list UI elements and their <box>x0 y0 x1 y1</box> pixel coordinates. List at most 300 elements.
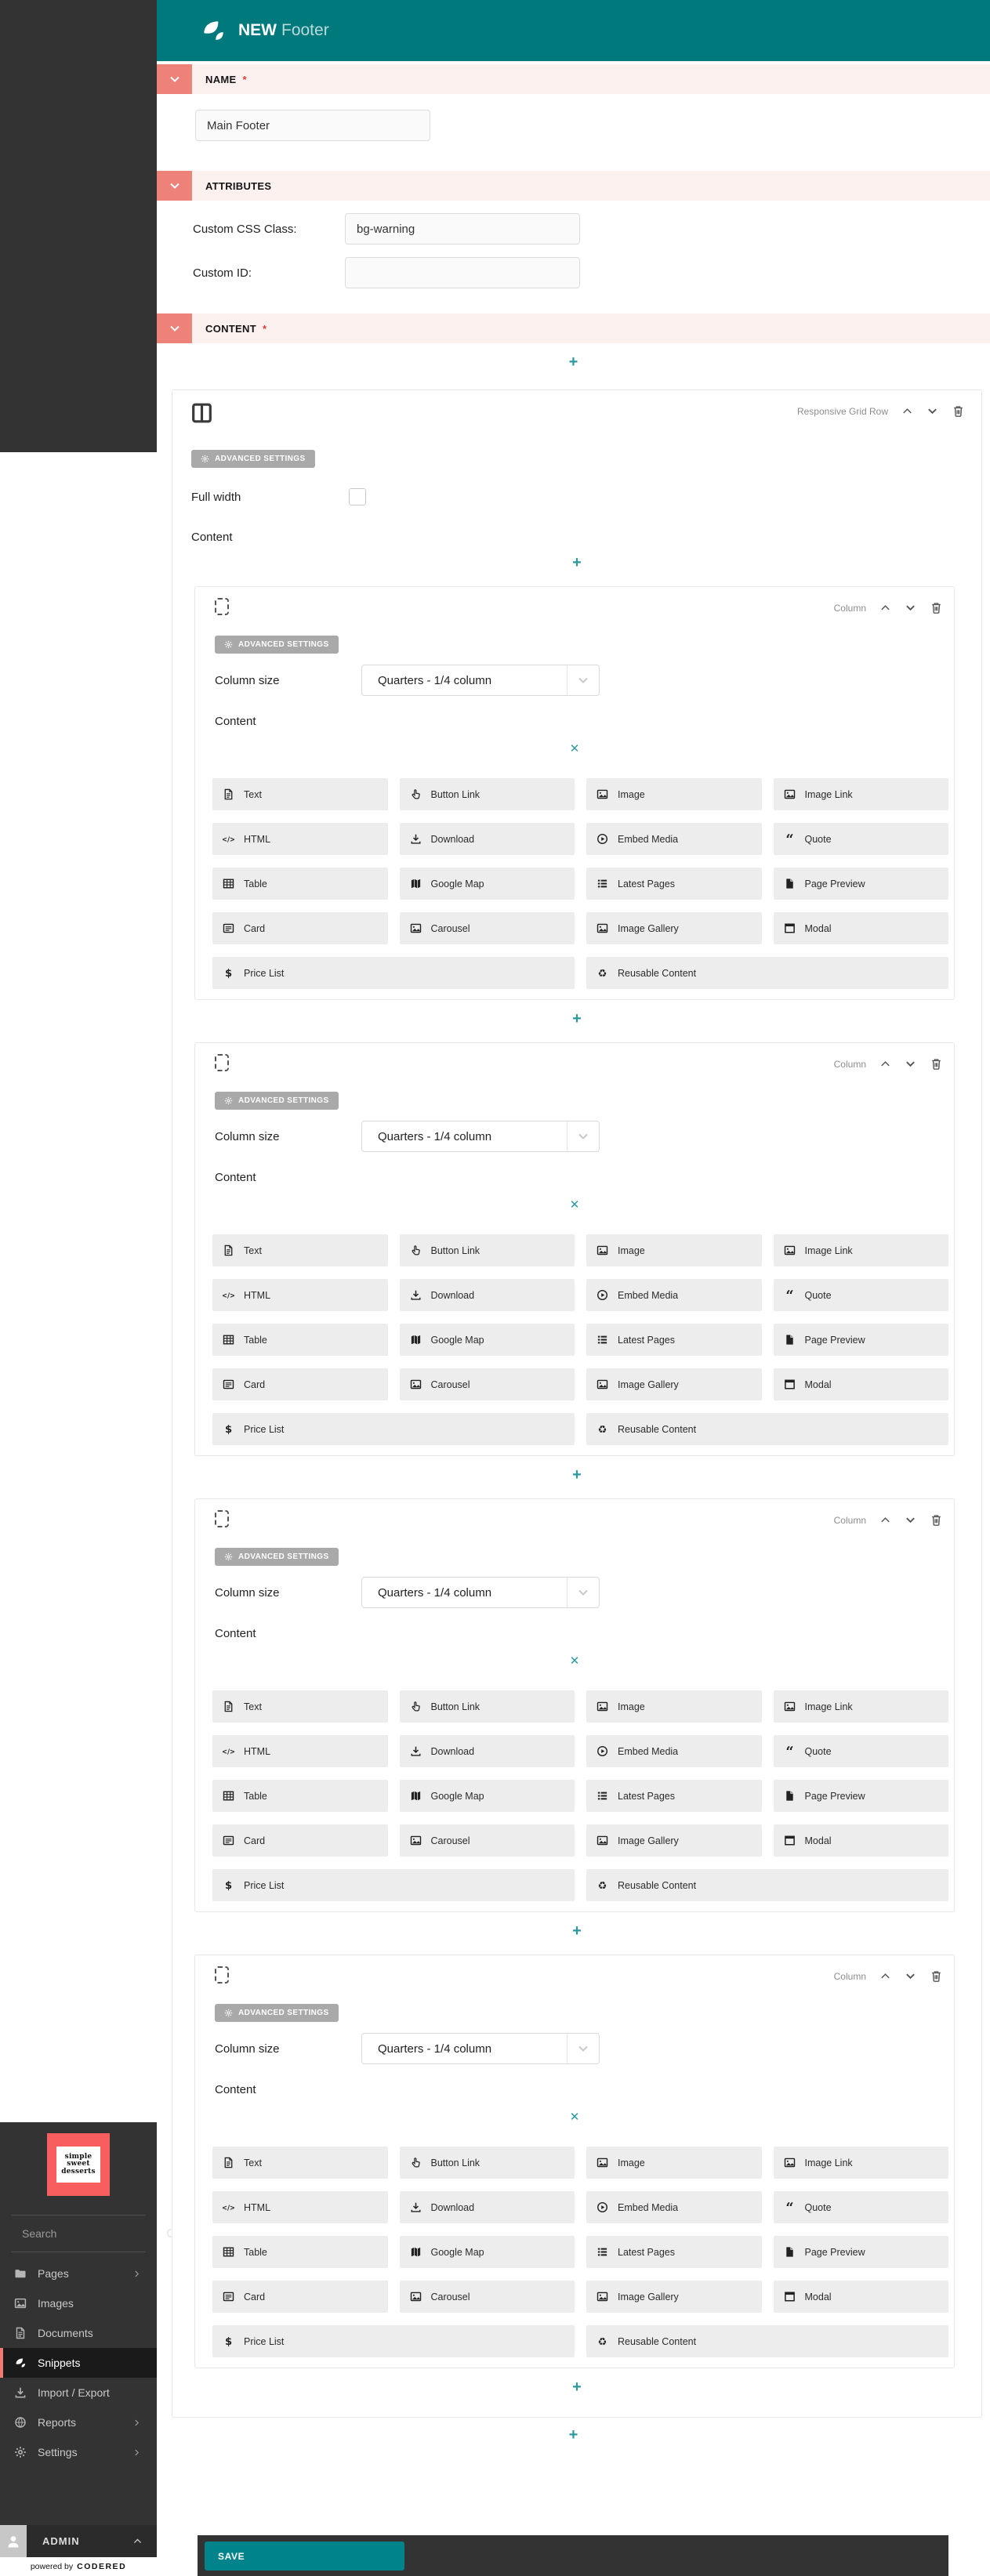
block-label: Latest Pages <box>618 1790 675 1802</box>
add-block-button[interactable]: + <box>568 353 578 371</box>
block-embed-media-button[interactable] <box>586 1279 762 1311</box>
block-label: Modal <box>804 2291 832 2302</box>
add-block-button[interactable]: + <box>572 2379 582 2396</box>
block-price-list-button[interactable] <box>212 957 575 989</box>
hand-pointer-icon <box>410 2157 422 2168</box>
map-icon <box>410 1334 422 1346</box>
block-label: Card <box>244 1835 266 1846</box>
block-label: Price List <box>244 1423 285 1435</box>
hand-pointer-icon <box>410 1701 422 1712</box>
image-icon <box>14 2297 27 2310</box>
dollar-icon <box>223 967 234 979</box>
advanced-settings-button[interactable]: ADVANCED SETTINGS <box>215 1092 339 1110</box>
block-picker-grid <box>212 1690 948 1901</box>
block-header <box>195 587 954 615</box>
table-icon <box>223 1334 234 1346</box>
block-text-button[interactable] <box>212 1234 388 1266</box>
column-icon <box>215 1510 229 1527</box>
block-header <box>195 1955 954 1984</box>
column-size-select[interactable] <box>361 1121 600 1152</box>
block-modal-button[interactable] <box>774 1824 949 1857</box>
block-label: Google Map <box>430 1790 484 1802</box>
block-quote-button[interactable] <box>774 2191 949 2223</box>
file-icon <box>784 2246 796 2258</box>
section-content-label: CONTENT <box>205 322 256 335</box>
block-modal-button[interactable] <box>774 1368 949 1400</box>
block-html-button[interactable] <box>212 1279 388 1311</box>
block-image-gallery-button[interactable] <box>586 1824 762 1857</box>
collapse-attributes-button[interactable] <box>157 171 192 201</box>
image-icon <box>597 2157 608 2168</box>
block-label: Image Gallery <box>618 2291 679 2302</box>
image-icon <box>410 1835 422 1846</box>
image-icon <box>410 2291 422 2302</box>
block-google-map-button[interactable] <box>400 1780 575 1812</box>
column-size-select[interactable] <box>361 2033 600 2064</box>
sidebar-item-reports[interactable] <box>0 2408 157 2437</box>
block-label: Table <box>244 878 267 889</box>
advanced-settings-button[interactable]: ADVANCED SETTINGS <box>191 450 315 468</box>
full-width-checkbox[interactable] <box>349 488 366 505</box>
block-google-map-button[interactable] <box>400 1324 575 1356</box>
block-reusable-content-button[interactable] <box>586 1413 948 1445</box>
collapse-content-button[interactable] <box>157 313 192 343</box>
map-icon <box>410 878 422 889</box>
chevron-right-icon <box>132 2418 141 2427</box>
block-label: Card <box>244 1379 266 1390</box>
save-bar <box>198 2535 948 2576</box>
content-stream-label: Content <box>191 531 233 544</box>
avatar <box>0 2525 27 2557</box>
block-label: Button Link <box>430 1701 480 1712</box>
window-icon <box>784 2291 796 2302</box>
block-embed-media-button[interactable] <box>586 823 762 855</box>
block-label: Quote <box>804 1289 832 1301</box>
block-label: Carousel <box>430 2291 470 2302</box>
block-label: Button Link <box>430 1245 480 1256</box>
block-button-link-button[interactable] <box>400 2147 575 2179</box>
block-latest-pages-button[interactable] <box>586 868 762 900</box>
block-label: Modal <box>804 922 832 934</box>
block-quote-button[interactable] <box>774 1735 949 1767</box>
play-circle-icon <box>597 1289 608 1301</box>
download-icon <box>410 1745 422 1757</box>
column-size-row <box>215 2033 954 2064</box>
close-picker-button[interactable]: ✕ <box>569 742 580 755</box>
add-block-button[interactable]: + <box>568 2426 578 2444</box>
column-size-select[interactable] <box>361 665 600 696</box>
window-icon <box>784 922 796 934</box>
block-label: Image Link <box>804 1701 853 1712</box>
image-icon <box>597 1835 608 1846</box>
column-size-value: Quarters - 1/4 column <box>378 1585 492 1600</box>
image-icon <box>784 788 796 800</box>
block-label: Page Preview <box>804 2246 865 2258</box>
sidebar-item-import-export[interactable] <box>0 2378 157 2408</box>
section-attributes-label: ATTRIBUTES <box>205 179 272 192</box>
nav-label: Snippets <box>38 2357 81 2369</box>
block-image-link-button[interactable] <box>774 1234 949 1266</box>
delete-block-button[interactable] <box>930 1969 943 1983</box>
block-label: Quote <box>804 1745 832 1757</box>
column-size-row <box>215 1577 954 1608</box>
sidebar-item-documents[interactable] <box>0 2318 157 2348</box>
block-type-label: Column <box>833 1514 866 1526</box>
dollar-icon <box>223 2335 234 2347</box>
block-picker-grid <box>212 2147 948 2357</box>
column-size-row <box>215 665 954 696</box>
chevron-down-icon <box>567 2034 599 2063</box>
block-button-link-button[interactable] <box>400 1690 575 1723</box>
block-image-gallery-button[interactable] <box>586 912 762 944</box>
sidebar-item-settings[interactable] <box>0 2437 157 2467</box>
block-page-preview-button[interactable] <box>774 1324 949 1356</box>
nav-label: Settings <box>38 2446 78 2458</box>
column-icon <box>215 1054 229 1071</box>
block-quote-button[interactable] <box>774 1279 949 1311</box>
block-download-button[interactable] <box>400 2191 575 2223</box>
block-label: Card <box>244 922 266 934</box>
move-up-button[interactable] <box>879 602 891 614</box>
image-icon <box>597 2291 608 2302</box>
block-text-button[interactable] <box>212 778 388 810</box>
site-logo[interactable] <box>47 2133 110 2196</box>
block-picker-grid <box>212 778 948 989</box>
column-block <box>194 586 955 1000</box>
file-text-icon <box>223 788 234 800</box>
block-card-button[interactable] <box>212 2281 388 2313</box>
code-icon <box>223 2201 234 2213</box>
block-image-link-button[interactable] <box>774 1690 949 1723</box>
block-table-button[interactable] <box>212 868 388 900</box>
block-label: Quote <box>804 2201 832 2213</box>
sidebar-item-images[interactable] <box>0 2288 157 2318</box>
download-icon <box>410 833 422 845</box>
file-text-icon <box>14 2327 27 2339</box>
delete-block-button[interactable] <box>930 601 943 614</box>
block-label: Price List <box>244 2335 285 2347</box>
block-page-preview-button[interactable] <box>774 868 949 900</box>
block-image-link-button[interactable] <box>774 778 949 810</box>
block-label: Reusable Content <box>618 967 697 979</box>
block-latest-pages-button[interactable] <box>586 2236 762 2268</box>
chevron-right-icon <box>132 2270 141 2278</box>
window-icon <box>784 1379 796 1390</box>
column-size-select[interactable] <box>361 1577 600 1608</box>
block-carousel-button[interactable] <box>400 912 575 944</box>
nav-label: Pages <box>38 2267 69 2280</box>
move-up-button[interactable] <box>879 1058 891 1070</box>
page-title: NEW Footer <box>238 21 329 39</box>
block-header <box>195 1499 954 1527</box>
sidebar-item-pages[interactable] <box>0 2259 157 2288</box>
snippet-leaf-icon <box>200 17 227 44</box>
play-circle-icon <box>597 833 608 845</box>
map-icon <box>410 1790 422 1802</box>
table-icon <box>223 1790 234 1802</box>
window-icon <box>784 1835 796 1846</box>
chevron-right-icon <box>132 2448 141 2457</box>
column-block <box>194 1498 955 1912</box>
block-text-button[interactable] <box>212 2147 388 2179</box>
block-type-label: Responsive Grid Row <box>796 405 888 417</box>
block-label: Embed Media <box>618 1745 679 1757</box>
block-label: Image Gallery <box>618 922 679 934</box>
block-label: Table <box>244 2246 267 2258</box>
block-label: Carousel <box>430 1379 470 1390</box>
block-label: Embed Media <box>618 833 679 845</box>
block-image-link-button[interactable] <box>774 2147 949 2179</box>
section-name-label: NAME <box>205 73 237 85</box>
block-label: Modal <box>804 1379 832 1390</box>
close-picker-button[interactable]: ✕ <box>569 2110 580 2124</box>
block-image-gallery-button[interactable] <box>586 1368 762 1400</box>
sidebar <box>0 2122 157 2576</box>
file-text-icon <box>223 1701 234 1712</box>
content-stream-label: Content <box>215 1171 256 1184</box>
card-icon <box>223 922 234 934</box>
add-block-button[interactable]: + <box>572 1922 582 1940</box>
block-quote-button[interactable] <box>774 823 949 855</box>
column-size-label: Column size <box>215 1129 280 1143</box>
image-icon <box>784 1701 796 1712</box>
block-download-button[interactable] <box>400 1279 575 1311</box>
block-label: Reusable Content <box>618 1879 697 1891</box>
add-block-button[interactable]: + <box>572 1466 582 1484</box>
block-latest-pages-button[interactable] <box>586 1324 762 1356</box>
move-up-button[interactable] <box>879 1970 891 1982</box>
block-page-preview-button[interactable] <box>774 2236 949 2268</box>
dollar-icon <box>223 1879 234 1891</box>
block-type-label: Column <box>833 602 866 614</box>
name-field[interactable] <box>195 110 430 141</box>
advanced-settings-button[interactable]: ADVANCED SETTINGS <box>215 2004 339 2022</box>
card-icon <box>223 1379 234 1390</box>
account-menu[interactable] <box>0 2525 157 2557</box>
block-modal-button[interactable] <box>774 912 949 944</box>
play-circle-icon <box>597 2201 608 2213</box>
block-image-gallery-button[interactable] <box>586 2281 762 2313</box>
column-size-label: Column size <box>215 2042 280 2056</box>
gear-icon <box>14 2446 27 2458</box>
add-block-button[interactable]: + <box>572 554 582 571</box>
collapse-name-button[interactable] <box>157 64 192 94</box>
download-icon <box>410 2201 422 2213</box>
content-stream-label: Content <box>215 715 256 728</box>
custom-css-class-label: Custom CSS Class: <box>193 222 297 236</box>
block-carousel-button[interactable] <box>400 1824 575 1857</box>
block-carousel-button[interactable] <box>400 1368 575 1400</box>
block-embed-media-button[interactable] <box>586 2191 762 2223</box>
recycle-icon <box>597 1423 608 1435</box>
block-label: Table <box>244 1334 267 1346</box>
sidebar-search <box>0 2216 157 2252</box>
block-price-list-button[interactable] <box>212 2325 575 2357</box>
block-table-button[interactable] <box>212 1780 388 1812</box>
block-latest-pages-button[interactable] <box>586 1780 762 1812</box>
block-reusable-content-button[interactable] <box>586 2325 948 2357</box>
move-down-button[interactable] <box>905 1058 916 1070</box>
block-header <box>172 390 981 425</box>
block-label: Image <box>618 2157 645 2168</box>
block-image-button[interactable] <box>586 1234 762 1266</box>
sidebar-item-snippets[interactable] <box>0 2348 157 2378</box>
column-block <box>194 1955 955 2368</box>
image-icon <box>597 788 608 800</box>
block-label: Carousel <box>430 922 470 934</box>
full-width-label: Full width <box>191 490 241 504</box>
responsive-grid-row-block <box>172 389 982 2418</box>
move-down-button[interactable] <box>905 602 916 614</box>
block-image-button[interactable] <box>586 778 762 810</box>
advanced-settings-button[interactable]: ADVANCED SETTINGS <box>215 636 339 654</box>
block-label: Download <box>430 2201 475 2213</box>
download-icon <box>410 1289 422 1301</box>
quote-icon <box>784 1289 796 1301</box>
delete-block-button[interactable] <box>952 404 965 418</box>
image-icon <box>410 1379 422 1390</box>
list-icon <box>597 1790 608 1802</box>
table-icon <box>223 2246 234 2258</box>
close-picker-button[interactable]: ✕ <box>569 1654 580 1668</box>
card-icon <box>223 1835 234 1846</box>
block-button-link-button[interactable] <box>400 778 575 810</box>
codered-logo: CODERED <box>77 2562 127 2571</box>
page-header <box>157 0 990 61</box>
block-label: Text <box>244 1701 262 1712</box>
image-icon <box>784 2157 796 2168</box>
block-google-map-button[interactable] <box>400 868 575 900</box>
delete-block-button[interactable] <box>930 1513 943 1527</box>
site-logo-text: simple sweet desserts <box>56 2147 100 2183</box>
block-html-button[interactable] <box>212 2191 388 2223</box>
list-icon <box>597 878 608 889</box>
move-down-button[interactable] <box>927 405 938 417</box>
block-google-map-button[interactable] <box>400 2236 575 2268</box>
block-label: Download <box>430 833 475 845</box>
block-label: Image Gallery <box>618 1835 679 1846</box>
move-up-button[interactable] <box>901 405 913 417</box>
block-label: Page Preview <box>804 1790 865 1802</box>
block-label: Price List <box>244 1879 285 1891</box>
file-icon <box>784 1790 796 1802</box>
column-icon <box>215 1966 229 1984</box>
quote-icon <box>784 2201 796 2213</box>
block-download-button[interactable] <box>400 823 575 855</box>
block-label: Image Link <box>804 2157 853 2168</box>
block-carousel-button[interactable] <box>400 2281 575 2313</box>
nav-label: Reports <box>38 2416 77 2429</box>
block-label: HTML <box>244 833 271 845</box>
move-down-button[interactable] <box>905 1970 916 1982</box>
block-label: Price List <box>244 967 285 979</box>
block-table-button[interactable] <box>212 1324 388 1356</box>
block-label: Image <box>618 1701 645 1712</box>
required-marker: * <box>262 322 267 335</box>
custom-css-class-row <box>157 213 990 245</box>
block-reusable-content-button[interactable] <box>586 957 948 989</box>
block-text-button[interactable] <box>212 1690 388 1723</box>
add-block-button[interactable]: + <box>572 1010 582 1027</box>
block-button-link-button[interactable] <box>400 1234 575 1266</box>
column-icon <box>215 598 229 615</box>
section-name <box>157 64 990 94</box>
image-icon <box>410 922 422 934</box>
search-input[interactable] <box>0 2226 165 2241</box>
image-icon <box>784 1245 796 1256</box>
block-label: Button Link <box>430 2157 480 2168</box>
grid-row-icon <box>191 401 212 425</box>
block-label: Text <box>244 788 262 800</box>
block-header <box>195 1043 954 1071</box>
block-label: Google Map <box>430 1334 484 1346</box>
recycle-icon <box>597 2335 608 2347</box>
block-reusable-content-button[interactable] <box>586 1869 948 1901</box>
block-page-preview-button[interactable] <box>774 1780 949 1812</box>
block-card-button[interactable] <box>212 1824 388 1857</box>
save-button[interactable]: SAVE <box>205 2542 404 2571</box>
block-type-label: Column <box>833 1970 866 1982</box>
nav-label: Documents <box>38 2327 93 2339</box>
block-modal-button[interactable] <box>774 2281 949 2313</box>
block-label: Google Map <box>430 2246 484 2258</box>
block-image-button[interactable] <box>586 2147 762 2179</box>
block-label: Google Map <box>430 878 484 889</box>
chevron-up-icon <box>132 2536 143 2546</box>
powered-by: powered by CODERED <box>0 2557 157 2576</box>
advanced-settings-button[interactable]: ADVANCED SETTINGS <box>215 1548 339 1566</box>
block-html-button[interactable] <box>212 823 388 855</box>
delete-block-button[interactable] <box>930 1057 943 1071</box>
section-attributes <box>157 171 990 201</box>
card-icon <box>223 2291 234 2302</box>
block-image-button[interactable] <box>586 1690 762 1723</box>
image-icon <box>597 1245 608 1256</box>
move-up-button[interactable] <box>879 1514 891 1526</box>
block-label: Text <box>244 1245 262 1256</box>
block-card-button[interactable] <box>212 912 388 944</box>
move-down-button[interactable] <box>905 1514 916 1526</box>
column-size-label: Column size <box>215 673 280 687</box>
recycle-icon <box>597 967 608 979</box>
block-label: Text <box>244 2157 262 2168</box>
globe-icon <box>14 2416 27 2429</box>
block-embed-media-button[interactable] <box>586 1735 762 1767</box>
table-icon <box>223 878 234 889</box>
close-picker-button[interactable]: ✕ <box>569 1198 580 1212</box>
code-icon <box>223 1745 234 1757</box>
block-html-button[interactable] <box>212 1735 388 1767</box>
custom-id-field[interactable] <box>345 257 580 288</box>
block-price-list-button[interactable] <box>212 1413 575 1445</box>
main-content <box>157 0 990 2576</box>
block-table-button[interactable] <box>212 2236 388 2268</box>
block-label: Reusable Content <box>618 2335 697 2347</box>
list-icon <box>597 1334 608 1346</box>
custom-css-class-field[interactable] <box>345 213 580 245</box>
block-card-button[interactable] <box>212 1368 388 1400</box>
folder-icon <box>14 2267 27 2280</box>
column-size-row <box>215 1121 954 1152</box>
block-label: Download <box>430 1745 475 1757</box>
block-label: Latest Pages <box>618 878 675 889</box>
block-download-button[interactable] <box>400 1735 575 1767</box>
quote-icon <box>784 833 796 845</box>
file-icon <box>784 1334 796 1346</box>
chevron-down-icon <box>567 1121 599 1151</box>
dollar-icon <box>223 1423 234 1435</box>
block-price-list-button[interactable] <box>212 1869 575 1901</box>
